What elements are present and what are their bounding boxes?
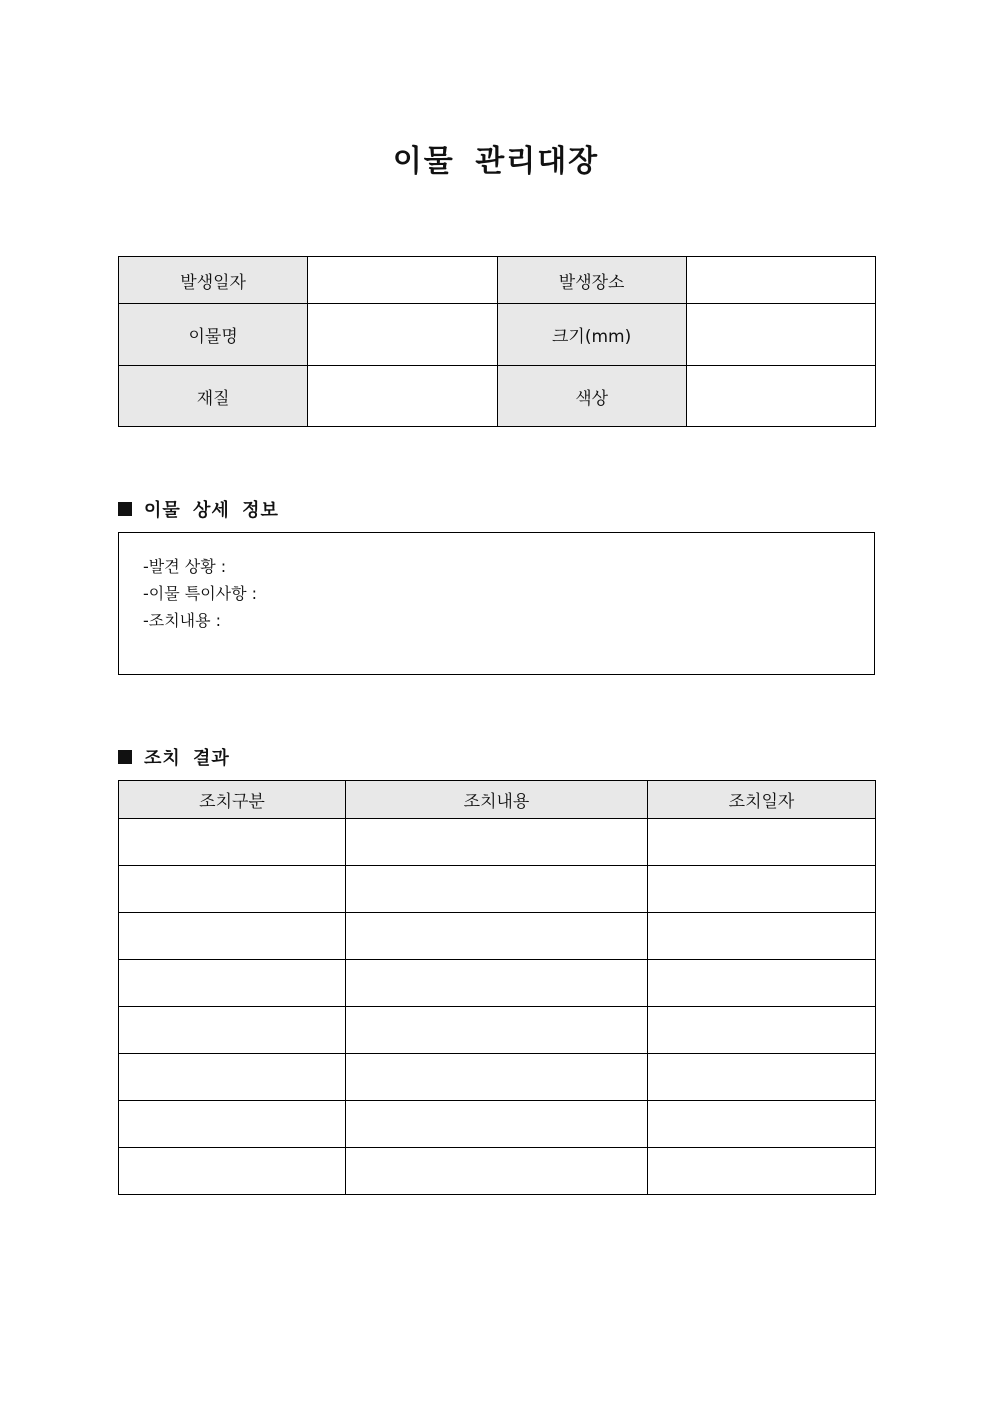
cell-action-content[interactable] [346,1007,648,1054]
detail-line-discovery: -발견 상황 : [143,557,227,576]
cell-action-date[interactable] [648,866,876,913]
result-table-header [119,781,876,819]
column-header-action-content: 조치내용 [346,781,648,819]
cell-action-type[interactable] [119,1054,346,1101]
info-row-date-location [119,257,876,304]
result-section-title: 조치 결과 [144,748,230,769]
table-row [119,1101,876,1148]
cell-action-date[interactable] [648,1054,876,1101]
cell-action-content[interactable] [346,960,648,1007]
label-occurrence-location: 발생장소 [497,257,686,304]
label-material: 재질 [119,366,308,427]
label-color: 색상 [497,366,686,427]
black-square-icon [118,750,132,764]
field-material[interactable] [308,366,497,427]
incident-info-table [118,256,876,427]
table-row [119,866,876,913]
table-row [119,960,876,1007]
table-row [119,913,876,960]
cell-action-type[interactable] [119,1148,346,1195]
field-size-mm[interactable] [686,304,875,366]
black-square-icon [118,502,132,516]
result-section-heading [118,744,230,770]
cell-action-date[interactable] [648,819,876,866]
detail-info-box[interactable] [118,532,875,675]
field-occurrence-date[interactable] [308,257,497,304]
cell-action-type[interactable] [119,960,346,1007]
cell-action-content[interactable] [346,1148,648,1195]
detail-section-heading [118,496,279,522]
table-row [119,1148,876,1195]
detail-lines [143,553,257,634]
cell-action-content[interactable] [346,819,648,866]
cell-action-type[interactable] [119,1007,346,1054]
table-row [119,1007,876,1054]
column-header-action-date: 조치일자 [648,781,876,819]
column-header-action-type: 조치구분 [119,781,346,819]
info-row-material-color [119,366,876,427]
detail-line-action-content: -조치내용 : [143,611,222,630]
cell-action-content[interactable] [346,1054,648,1101]
cell-action-type[interactable] [119,819,346,866]
cell-action-type[interactable] [119,913,346,960]
cell-action-date[interactable] [648,960,876,1007]
cell-action-content[interactable] [346,866,648,913]
table-row [119,1054,876,1101]
field-color[interactable] [686,366,875,427]
field-occurrence-location[interactable] [686,257,875,304]
cell-action-content[interactable] [346,913,648,960]
cell-action-date[interactable] [648,1007,876,1054]
label-foreign-object-name: 이물명 [119,304,308,366]
detail-section-title: 이물 상세 정보 [144,500,279,521]
page-title: 이물 관리대장 [392,144,600,179]
cell-action-date[interactable] [648,1148,876,1195]
cell-action-content[interactable] [346,1101,648,1148]
cell-action-date[interactable] [648,913,876,960]
cell-action-date[interactable] [648,1101,876,1148]
detail-line-special-notes: -이물 특이사항 : [143,584,258,603]
cell-action-type[interactable] [119,866,346,913]
label-size-mm: 크기(mm) [497,304,686,366]
cell-action-type[interactable] [119,1101,346,1148]
info-row-name-size [119,304,876,366]
table-row [119,819,876,866]
label-occurrence-date: 발생일자 [119,257,308,304]
field-foreign-object-name[interactable] [308,304,497,366]
action-result-table [118,780,876,1195]
